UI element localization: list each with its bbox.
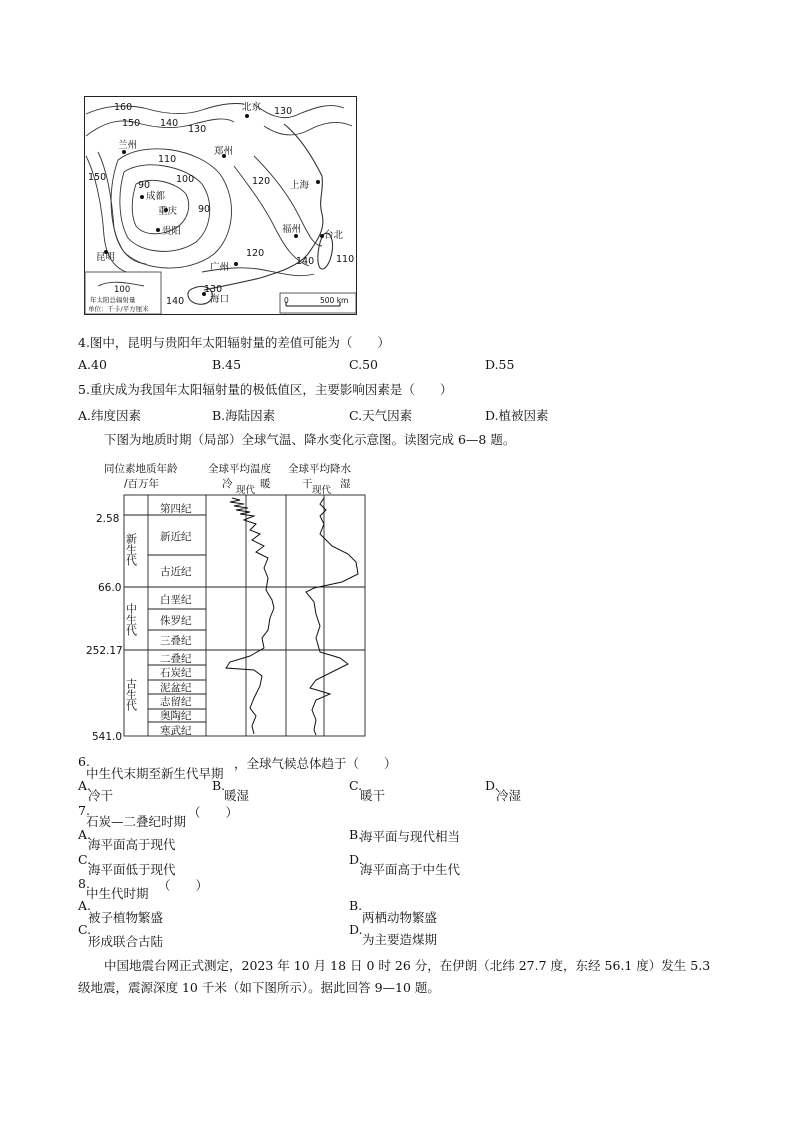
question-6-option-a-text[interactable]: 冷干 bbox=[88, 788, 114, 803]
intro-questions-9-10-line1: 中国地震台网正式测定，2023 年 10 月 18 日 0 时 26 分，在伊朗（北纬 27.7 度，东经 56.1 度）发生 5.3 bbox=[104, 958, 711, 973]
question-7-stem-tail: （ ） bbox=[188, 805, 239, 820]
question-7-option-d-text[interactable]: 海平面高于中生代 bbox=[360, 862, 461, 877]
period-label: 泥盆纪 bbox=[160, 682, 192, 694]
period-label: 二叠纪 bbox=[160, 653, 192, 665]
intro-questions-6-8: 下图为地质时期（局部）全球气温、降水变化示意图。读图完成 6—8 题。 bbox=[104, 432, 516, 447]
era-mesozoic: 中生代 bbox=[124, 603, 138, 636]
svg-text:100: 100 bbox=[114, 285, 131, 295]
city-chengdu: 成都 bbox=[146, 191, 166, 202]
period-label: 新近纪 bbox=[160, 531, 192, 543]
age-label: 252.17 bbox=[86, 645, 123, 657]
isoline-label: 150 bbox=[122, 118, 141, 129]
city-zhengzhou: 郑州 bbox=[214, 146, 234, 157]
isoline-label: 140 bbox=[160, 118, 179, 129]
isoline-label: 150 bbox=[88, 172, 107, 183]
question-7-option-c-letter[interactable]: C. bbox=[78, 852, 92, 867]
city-lanzhou: 兰州 bbox=[118, 140, 138, 151]
column-age-label: 同位素地质年龄 bbox=[104, 463, 178, 475]
question-8-option-a-letter[interactable]: A. bbox=[78, 898, 92, 913]
precip-now-label: 现代 bbox=[312, 485, 332, 496]
question-5-option-b[interactable]: B.海陆因素 bbox=[212, 408, 276, 423]
period-label: 奥陶纪 bbox=[160, 710, 192, 722]
column-age-unit: /百万年 bbox=[124, 478, 160, 490]
isoline-label: 130 bbox=[188, 124, 207, 135]
isoline-label: 90 bbox=[198, 204, 211, 215]
question-8-stem-tail: （ ） bbox=[158, 878, 209, 893]
temperature-curve bbox=[226, 498, 274, 734]
question-8-option-d-letter[interactable]: D. bbox=[349, 922, 363, 937]
question-6-option-c-letter[interactable]: C. bbox=[349, 778, 363, 793]
geologic-climate-chart bbox=[84, 458, 384, 744]
question-7-option-d-letter[interactable]: D. bbox=[349, 852, 363, 867]
question-8-stem-text: 中生代时期 bbox=[86, 886, 149, 901]
isoline-label: 110 bbox=[336, 254, 355, 265]
question-8-stem-number: 8. bbox=[78, 876, 90, 891]
intro-questions-9-10-line2: 级地震，震源深度 10 千米（如下图所示）。据此回答 9—10 题。 bbox=[78, 980, 440, 995]
question-6-stem-number: 6. bbox=[78, 754, 90, 769]
precipitation-curve bbox=[306, 498, 358, 735]
city-guangzhou: 广州 bbox=[210, 262, 230, 273]
period-label: 石炭纪 bbox=[160, 667, 192, 679]
precip-dry-label: 干 bbox=[302, 478, 313, 490]
isoline-label: 160 bbox=[114, 102, 133, 113]
question-5-option-d[interactable]: D.植被因素 bbox=[485, 408, 549, 423]
age-label: 2.58 bbox=[96, 513, 120, 525]
period-label: 第四纪 bbox=[160, 503, 192, 515]
isoline-label: 130 bbox=[274, 106, 293, 117]
question-6-option-b-letter[interactable]: B. bbox=[212, 778, 226, 793]
period-label: 三叠纪 bbox=[160, 635, 192, 647]
question-5-stem: 5.重庆成为我国年太阳辐射量的极低值区，主要影响因素是（ ） bbox=[78, 382, 453, 397]
svg-text:0: 0 bbox=[284, 296, 289, 305]
isoline-label: 120 bbox=[252, 176, 271, 187]
svg-text:单位：千卡/平方厘米: 单位：千卡/平方厘米 bbox=[88, 305, 149, 313]
question-8-option-d-text[interactable]: 为主要造煤期 bbox=[362, 932, 438, 947]
map-legend bbox=[85, 272, 161, 314]
period-label: 侏罗纪 bbox=[160, 615, 192, 627]
question-6-option-d-text[interactable]: 冷湿 bbox=[496, 788, 522, 803]
question-4-option-c[interactable]: C.50 bbox=[349, 357, 378, 372]
temp-cold-label: 冷 bbox=[222, 478, 233, 490]
city-kunming: 昆明 bbox=[96, 252, 116, 263]
question-7-option-b-letter[interactable]: B. bbox=[349, 827, 363, 842]
city-chongqing: 重庆 bbox=[158, 206, 178, 217]
question-7-option-a-letter[interactable]: A. bbox=[78, 827, 92, 842]
question-8-option-a-text[interactable]: 被子植物繁盛 bbox=[88, 910, 164, 925]
age-label: 66.0 bbox=[98, 582, 122, 594]
column-temperature-label: 全球平均温度 bbox=[208, 463, 271, 475]
isoline-label: 90 bbox=[138, 180, 151, 191]
question-6-stem-text: 中生代末期至新生代早期 bbox=[86, 766, 224, 781]
question-4-stem: 4.图中，昆明与贵阳年太阳辐射量的差值可能为（ ） bbox=[78, 335, 390, 350]
question-6-option-d-letter[interactable]: D. bbox=[485, 778, 499, 793]
question-7-stem-number: 7. bbox=[78, 803, 90, 818]
period-label: 寒武纪 bbox=[160, 725, 192, 737]
question-7-option-c-text[interactable]: 海平面低于现代 bbox=[88, 862, 176, 877]
period-label: 志留纪 bbox=[160, 696, 192, 708]
svg-text:500 km: 500 km bbox=[320, 296, 349, 305]
city-guiyang: 贵阳 bbox=[162, 226, 182, 237]
question-7-option-b-text[interactable]: 海平面与现代相当 bbox=[360, 829, 461, 844]
temp-now-label: 现代 bbox=[236, 485, 256, 496]
period-label: 古近纪 bbox=[160, 566, 192, 578]
question-8-option-b-text[interactable]: 两栖动物繁盛 bbox=[362, 910, 438, 925]
question-4-option-b[interactable]: B.45 bbox=[212, 357, 242, 372]
question-6-option-b-text[interactable]: 暖湿 bbox=[224, 788, 250, 803]
era-paleozoic: 古生代 bbox=[124, 678, 138, 711]
city-fuzhou: 福州 bbox=[282, 224, 302, 235]
temp-warm-label: 暖 bbox=[260, 478, 271, 490]
question-6-option-a-letter[interactable]: A. bbox=[78, 778, 92, 793]
question-8-option-c-text[interactable]: 形成联合古陆 bbox=[88, 934, 164, 949]
question-4-option-a[interactable]: A.40 bbox=[78, 357, 107, 372]
precip-wet-label: 湿 bbox=[340, 478, 351, 490]
column-precipitation-label: 全球平均降水 bbox=[288, 463, 351, 475]
isoline-label: 120 bbox=[246, 248, 265, 259]
age-label: 541.0 bbox=[92, 731, 123, 743]
map-scale bbox=[280, 293, 356, 313]
question-7-option-a-text[interactable]: 海平面高于现代 bbox=[88, 837, 176, 852]
svg-text:年太阳总辐射量: 年太阳总辐射量 bbox=[90, 296, 136, 304]
city-taibei: 台北 bbox=[324, 230, 344, 241]
isoline-label: 140 bbox=[296, 256, 315, 267]
question-6-option-c-text[interactable]: 暖干 bbox=[360, 788, 386, 803]
isoline-label: 110 bbox=[158, 154, 177, 165]
solar-radiation-map bbox=[84, 96, 358, 316]
isoline-label: 140 bbox=[166, 296, 185, 307]
era-cenozoic: 新生代 bbox=[124, 533, 138, 566]
period-label: 白垩纪 bbox=[160, 594, 192, 606]
question-5-option-c[interactable]: C.天气因素 bbox=[349, 408, 413, 423]
isoline-label: 130 bbox=[204, 284, 223, 295]
question-8-option-c-letter[interactable]: C. bbox=[78, 922, 92, 937]
question-8-option-b-letter[interactable]: B. bbox=[349, 898, 363, 913]
question-6-stem-tail: ，全球气候总体趋于（ ） bbox=[234, 756, 397, 771]
question-4-option-d[interactable]: D.55 bbox=[485, 357, 515, 372]
city-haikou: 海口 bbox=[210, 294, 230, 305]
isoline-label: 100 bbox=[176, 174, 195, 185]
city-beijing: 北京 bbox=[242, 102, 262, 113]
question-7-stem-text: 石炭—二叠纪时期 bbox=[86, 814, 187, 829]
question-5-option-a[interactable]: A.纬度因素 bbox=[78, 408, 142, 423]
city-shanghai: 上海 bbox=[290, 180, 310, 191]
